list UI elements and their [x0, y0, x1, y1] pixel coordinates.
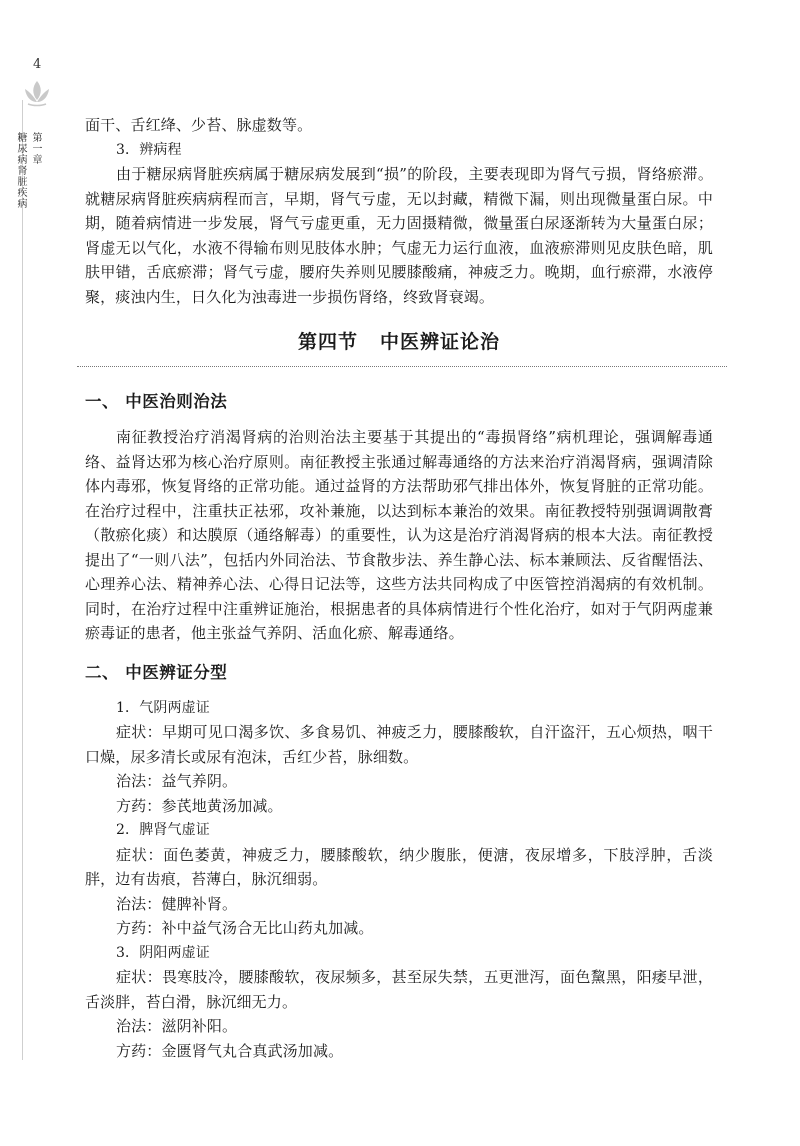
syndrome-type [85, 696, 713, 819]
chapter-running-head [15, 132, 43, 209]
paragraph-treatment-principles: 南征教授治疗消渴肾病的治则治法主要基于其提出的“毒损肾络”病机理论，强调解毒通络、益肾达邪为核心治疗原则。南征教授主张通过解毒通络的方法来治疗消渴肾病，强调清除体内毒邪，恢复肾络的正常功能。通过益肾的方法帮助邪气排出体外，恢复肾脏的正常功能。在治疗过程中，注重扶正祛邪，攻补兼施，以达到标本兼治的效果。南征教授特别强调调散膏（散瘀化痰）和达膜原（通络解毒）的重要性，认为这是治疗消渴肾病的根本大法。南征教授提出了“一则八法”，包括内外同治法、节食散步法、养生静心法、标本兼顾法、反省醒悟法、心理养心法、精神养心法、心得日记法等，这些方法共同构成了中医管控消渴病的有效机制。同时，在治疗过程中注重辨证施治，根据患者的具体病情进行个性化治疗，如对于气阴两虚兼瘀毒证的患者，他主张益气养阴、活血化瘀、解毒通络。 [85, 428, 713, 642]
symptom-line [85, 720, 713, 769]
chapter-number: 第一章 [30, 132, 41, 165]
formula-label: 方药： [116, 796, 162, 815]
formula-line [85, 1039, 713, 1064]
method-text: 健脾补肾。 [161, 894, 238, 913]
symptom-text: 面色萎黄，神疲乏力，腰膝酸软，纳少腹胀，便溏，夜尿增多，下肢浮肿，舌淡胖，边有齿痕，苔薄白，脉沉细弱。 [85, 845, 713, 888]
page-body [85, 113, 713, 1063]
syndrome-type [85, 941, 713, 1064]
symptom-text: 畏寒肢冷，腰膝酸软，夜尿频多，甚至尿失禁，五更泄泻，面色黧黑，阳痿早泄，舌淡胖，苔白滑，脉沉细无力。 [85, 968, 713, 1011]
heading-syndrome-types: 二、 中医辨证分型 [85, 662, 228, 682]
page-number: 4 [33, 57, 42, 72]
syndrome-type [85, 818, 713, 941]
chapter-name: 糖尿病肾脏疾病 [15, 132, 26, 209]
symptom-line [85, 965, 713, 1014]
formula-text: 金匮肾气丸合真武汤加减。 [161, 1041, 344, 1060]
syndrome-title: 3．阴阳两虚证 [116, 944, 210, 961]
syndrome-title: 2．脾肾气虚证 [116, 822, 210, 838]
formula-line [85, 916, 713, 941]
method-line [85, 892, 713, 917]
syndrome-title: 1．气阴两虚证 [116, 699, 210, 716]
formula-text: 补中益气汤合无比山药丸加减。 [161, 919, 374, 937]
method-line [85, 769, 713, 794]
subsection-title: 3．辨病程 [116, 141, 182, 158]
formula-label: 方药： [116, 1041, 162, 1060]
method-label: 治法： [116, 894, 162, 913]
method-text: 滋阴补阳。 [161, 1017, 238, 1035]
formula-label: 方药： [116, 919, 162, 937]
symptom-line [85, 843, 713, 892]
formula-line [85, 794, 713, 819]
lotus-icon [23, 78, 51, 108]
section-number: 第四节 [297, 331, 358, 353]
section-name: 中医辨证论治 [380, 331, 501, 353]
paragraph-continued: 面干、舌红绛、少苔、脉虚数等。 [85, 116, 313, 134]
symptom-label: 症状： [116, 723, 162, 741]
method-line [85, 1014, 713, 1039]
symptom-text: 早期可见口渴多饮、多食易饥、神疲乏力，腰膝酸软，自汗盗汗，五心烦热，咽干口燥，尿多清长或尿有泡沫，舌红少苔，脉细数。 [85, 723, 713, 766]
symptom-label: 症状： [116, 968, 162, 986]
formula-text: 参芪地黄汤加减。 [161, 796, 283, 815]
method-text: 益气养阴。 [161, 772, 238, 790]
paragraph-course: 由于糖尿病肾脏疾病属于糖尿病发展到“损”的阶段，主要表现即为肾气亏损，肾络瘀滞。就糖尿病肾脏疾病病程而言，早期，肾气亏虚，无以封藏，精微下漏，则出现微量蛋白尿。中期，随着病情进一步发展，肾气亏虚更重，无力固摄精微，微量蛋白尿逐渐转为大量蛋白尿；肾虚无以气化，水液不得输布则见肢体水肿；气虚无力运行血液，血液瘀滞则见皮肤色暗，肌肤甲错，舌底瘀滞；肾气亏虚，腰府失养则见腰膝酸痛，神疲乏力。晚期，血行瘀滞，水液停聚，痰浊内生，日久化为浊毒进一步损伤肾络，终致肾衰竭。 [85, 165, 713, 306]
heading-treatment-principles: 一、 中医治则治法 [85, 392, 228, 411]
section-title [85, 325, 713, 359]
margin-rule [22, 100, 23, 1060]
method-label: 治法： [116, 772, 162, 790]
section-divider [77, 365, 727, 367]
symptom-label: 症状： [116, 845, 164, 864]
method-label: 治法： [116, 1017, 162, 1035]
